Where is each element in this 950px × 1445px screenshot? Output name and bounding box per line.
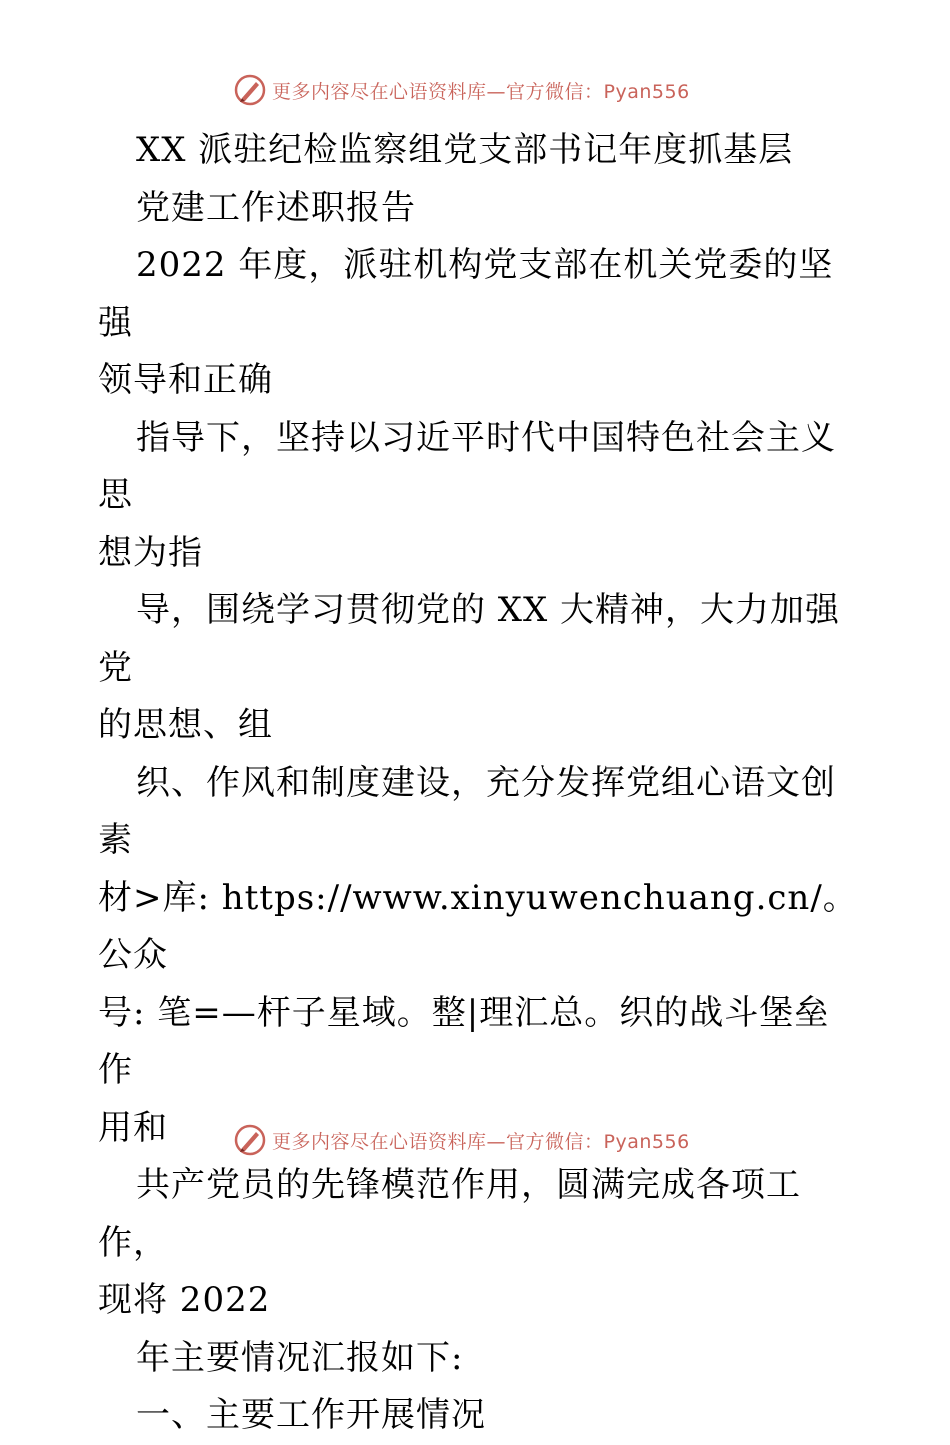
- paragraph-line: 2022 年度，派驻机构党支部在机关党委的坚强: [98, 245, 834, 343]
- paragraph-line: 指导下，坚持以习近平时代中国特色社会主义思: [98, 417, 836, 515]
- paragraph-line: 想为指: [98, 532, 203, 573]
- paragraph-line: 领导和正确: [98, 360, 273, 400]
- paragraph-line: 导，围绕学习贯彻党的 XX 大精神，大力加强党: [98, 590, 841, 688]
- document-body: [98, 122, 858, 1445]
- paragraph-line: 材>库: https://www.xinyuwenchuang.cn/。公众: [98, 877, 858, 975]
- watermark-text: 更多内容尽在心语资料库—官方微信：Pyan556: [272, 80, 690, 103]
- paragraph-line: 现将 2022: [98, 1280, 271, 1320]
- paragraph-line: 共产党员的先锋模范作用，圆满完成各项工作，: [98, 1165, 801, 1263]
- section-heading: 一、主要工作开展情况: [136, 1395, 486, 1435]
- paragraph-line: 的思想、组: [98, 705, 273, 745]
- paragraph-line: 用和: [98, 1107, 168, 1148]
- paragraph-line: 号: 笔=—杆子星域。整|理汇总。织的战斗堡垒作: [98, 992, 830, 1090]
- paragraph-line: 织、作风和制度建设，充分发挥党组心语文创素: [98, 762, 836, 860]
- paragraph-line: 年主要情况汇报如下:: [136, 1337, 464, 1378]
- pen-logo-icon: [232, 72, 268, 108]
- title-line-2: 党建工作述职报告: [136, 187, 416, 228]
- watermark-text: 更多内容尽在心语资料库—官方微信：Pyan556: [272, 1130, 690, 1153]
- footer-watermark: [232, 1122, 712, 1158]
- title-line-1: XX 派驻纪检监察组党支部书记年度抓基层: [136, 130, 794, 170]
- header-watermark: [232, 72, 712, 108]
- pen-logo-icon: [232, 1122, 268, 1158]
